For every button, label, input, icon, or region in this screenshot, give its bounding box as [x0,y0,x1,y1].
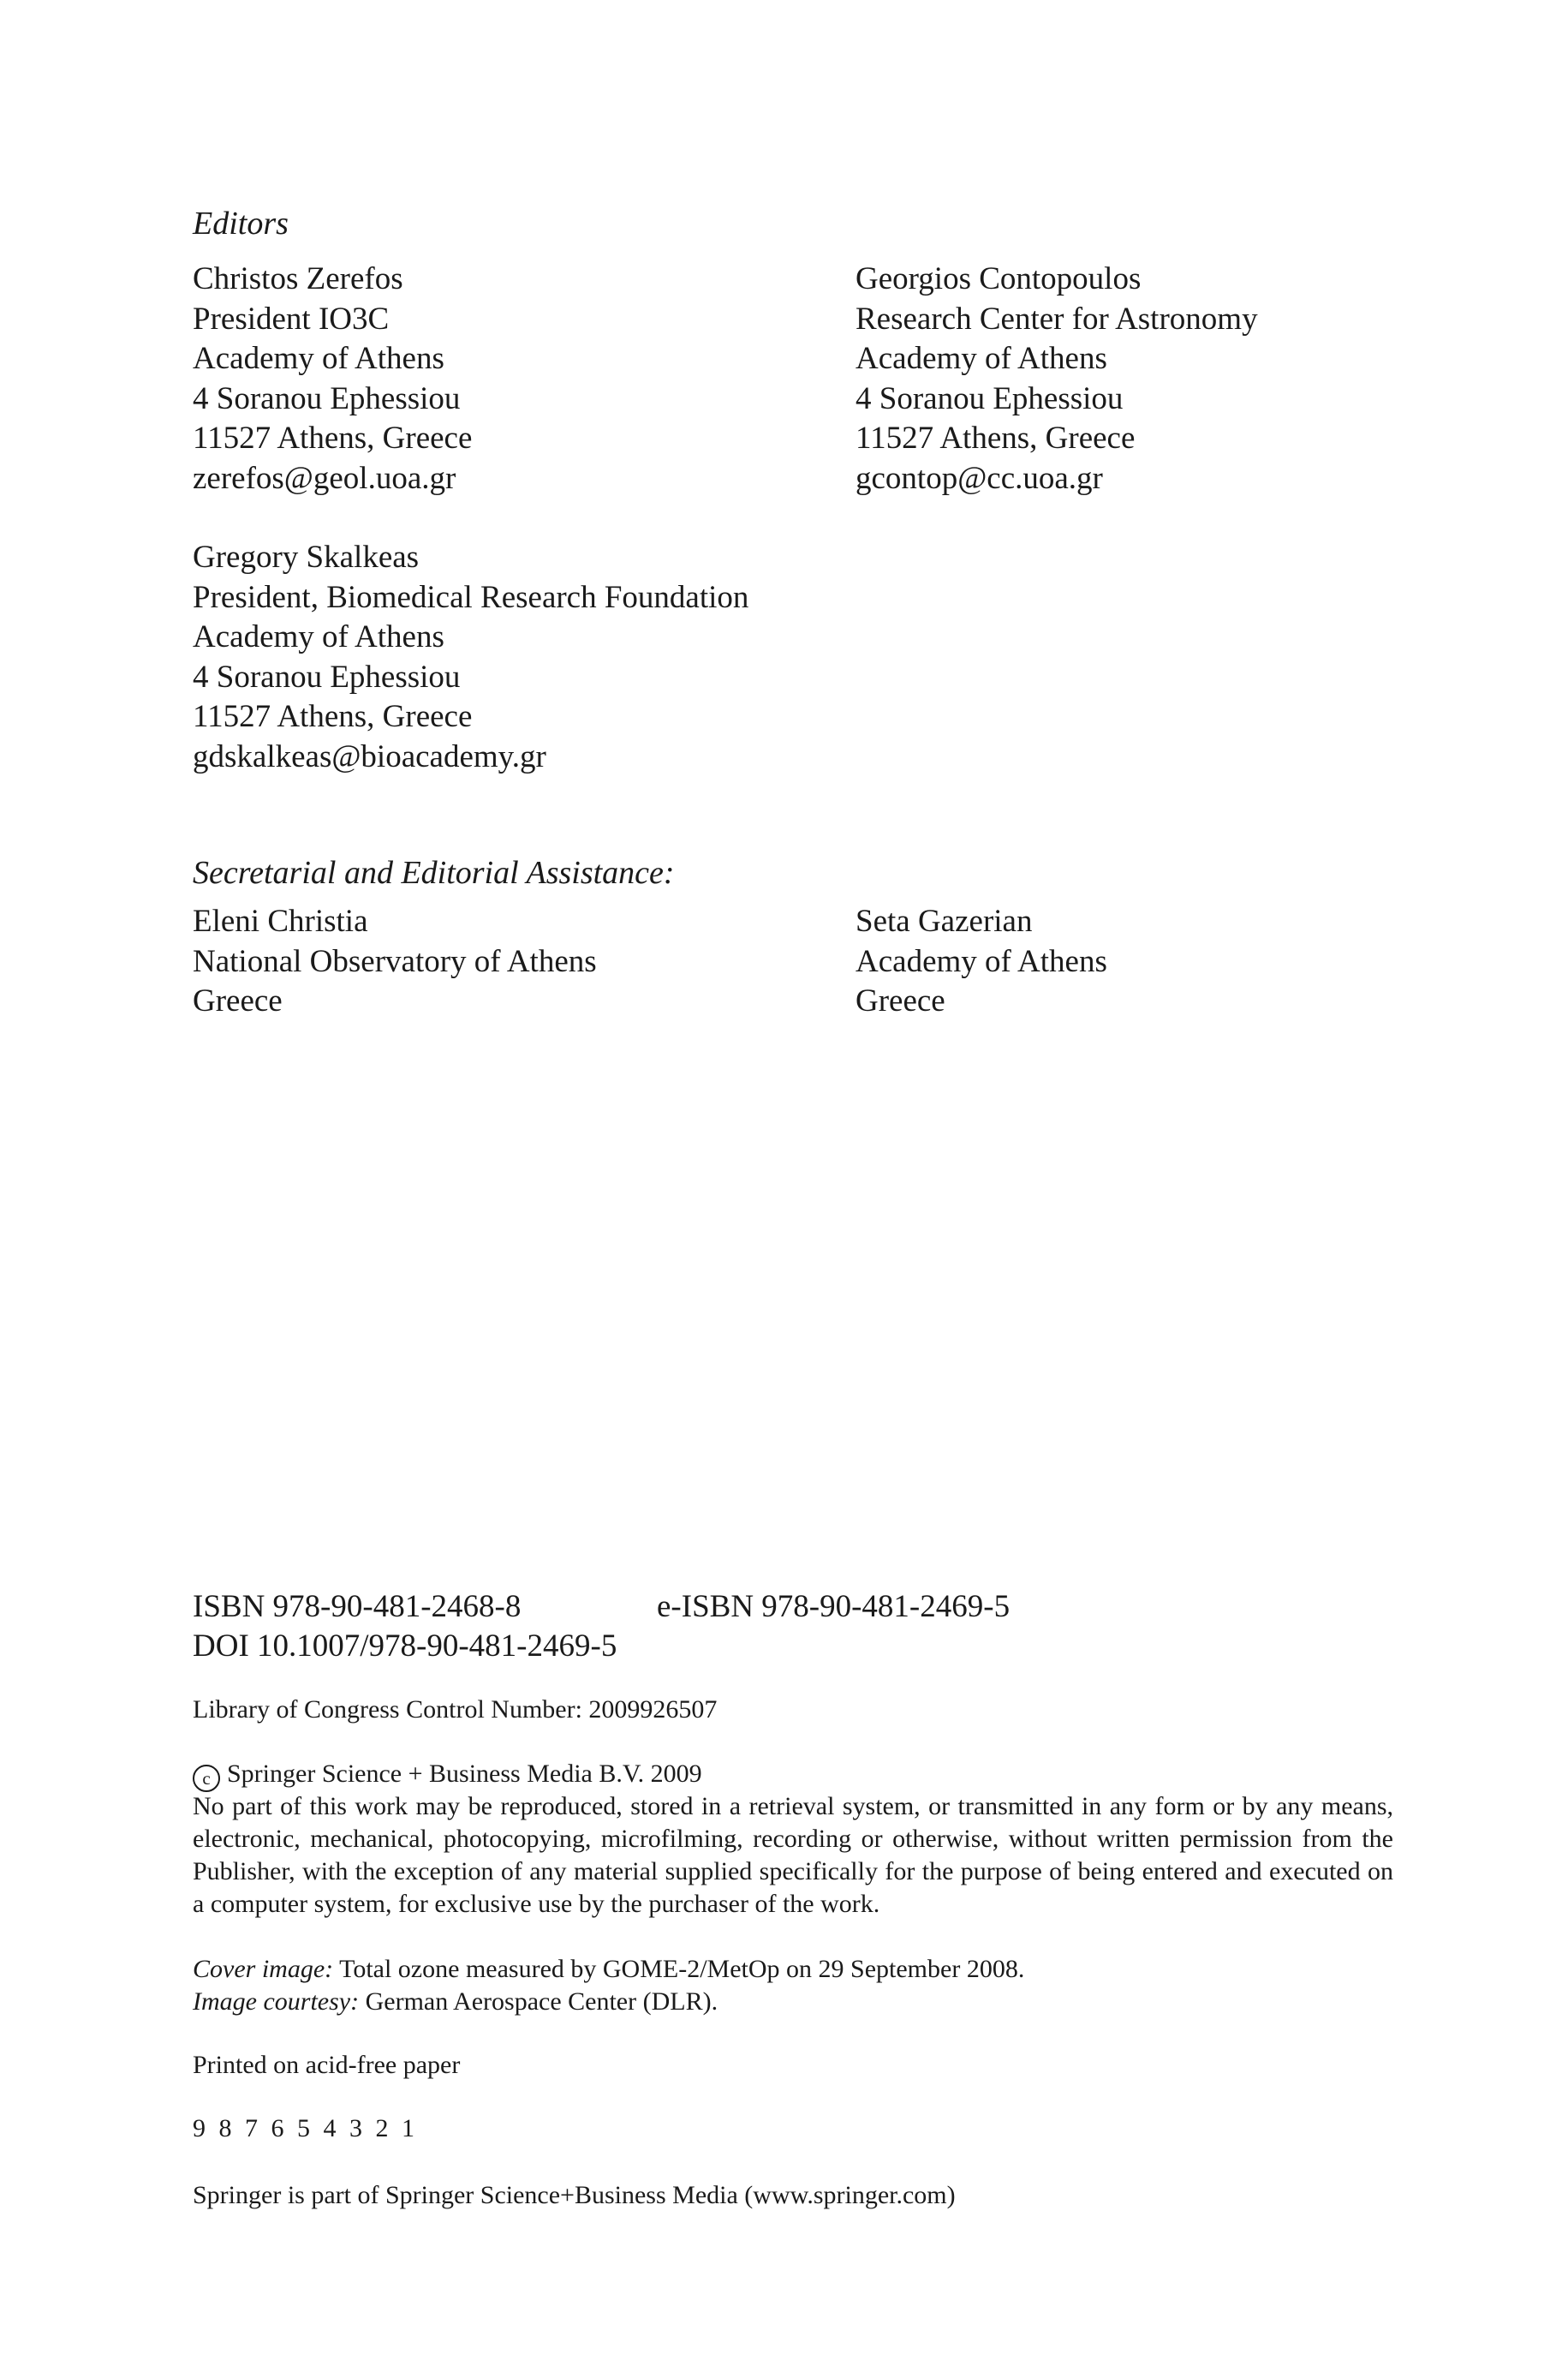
editor-block-zerefos [193,260,472,499]
courtesy-text: German Aerospace Center (DLR). [365,1987,718,2016]
editor-street: 4 Soranou Ephessiou [193,659,461,695]
editor-name: Gregory Skalkeas [193,540,420,575]
editor-title: Research Center for Astronomy [856,301,1258,337]
assistant-name: Eleni Christia [193,904,368,939]
editor-email: gdskalkeas@bioacademy.gr [193,738,546,774]
editor-block-contopoulos [856,260,1258,499]
cover-label: Cover image: [193,1955,334,1983]
assistance-heading: Secretarial and Editorial Assistance: [193,855,675,891]
editor-city: 11527 Athens, Greece [193,421,473,456]
copyright-line [193,1758,702,1792]
editor-name: Georgios Contopoulos [856,261,1142,296]
springer-text: Springer is part of Springer Science+Business Media (www.springer.com) [193,2181,956,2209]
rights-statement: No part of this work may be reproduced, stored in a retrieval system, or transmitted in any form or by any means, electronic, mechanical, photocopying, microfilming, recording or otherwise, without written permission from the Publisher, with the exception of any material supplied specifically for the purpose of being entered and executed on a computer system, for exclusive use by the purchaser of the work. [193,1792,1393,1918]
editor-institution: Academy of Athens [193,619,444,654]
editor-title: President IO3C [193,301,390,337]
courtesy-label: Image courtesy: [193,1987,360,2016]
assistant-country: Greece [856,983,945,1019]
editor-block-skalkeas [193,538,748,777]
copyright-icon: c [193,1765,220,1792]
copyright-text: Springer Science + Business Media B.V. 2009 [227,1760,702,1788]
assistant-block-christia [193,902,597,1022]
editor-email: zerefos@geol.uoa.gr [193,460,456,496]
editor-name: Christos Zerefos [193,261,403,296]
editor-email: gcontop@cc.uoa.gr [856,460,1103,496]
loc-text: Library of Congress Control Number: 2009926507 [193,1695,718,1724]
paper-text: Printed on acid-free paper [193,2051,461,2079]
editor-city: 11527 Athens, Greece [193,699,473,734]
editor-title: President, Biomedical Research Foundation [193,579,749,615]
editor-institution: Academy of Athens [856,341,1107,376]
editor-street: 4 Soranou Ephessiou [193,380,461,416]
paper-note [193,2049,460,2082]
editor-city: 11527 Athens, Greece [856,421,1136,456]
eisbn: e-ISBN 978-90-481-2469-5 [657,1589,1011,1624]
assistant-name: Seta Gazerian [856,904,1033,939]
assistant-block-gazerian [856,902,1107,1022]
editor-institution: Academy of Athens [193,341,444,376]
doi: DOI 10.1007/978-90-481-2469-5 [193,1628,617,1664]
isbn: ISBN 978-90-481-2468-8 [193,1589,522,1624]
printing-line [193,2112,418,2145]
cover-credits [193,1953,1024,2018]
cover-image-line [193,1953,1024,1986]
editor-street: 4 Soranou Ephessiou [856,380,1124,416]
assistant-institution: National Observatory of Athens [193,943,597,979]
cover-text: Total ozone measured by GOME-2/MetOp on 29 September 2008. [339,1955,1025,1983]
printing-text: 9 8 7 6 5 4 3 2 1 [193,2114,418,2142]
library-of-congress-number [193,1694,717,1726]
editors-heading: Editors [193,206,289,242]
image-courtesy-line [193,1986,1024,2018]
assistant-institution: Academy of Athens [856,943,1107,979]
springer-note [193,2179,956,2212]
assistant-country: Greece [193,983,283,1019]
